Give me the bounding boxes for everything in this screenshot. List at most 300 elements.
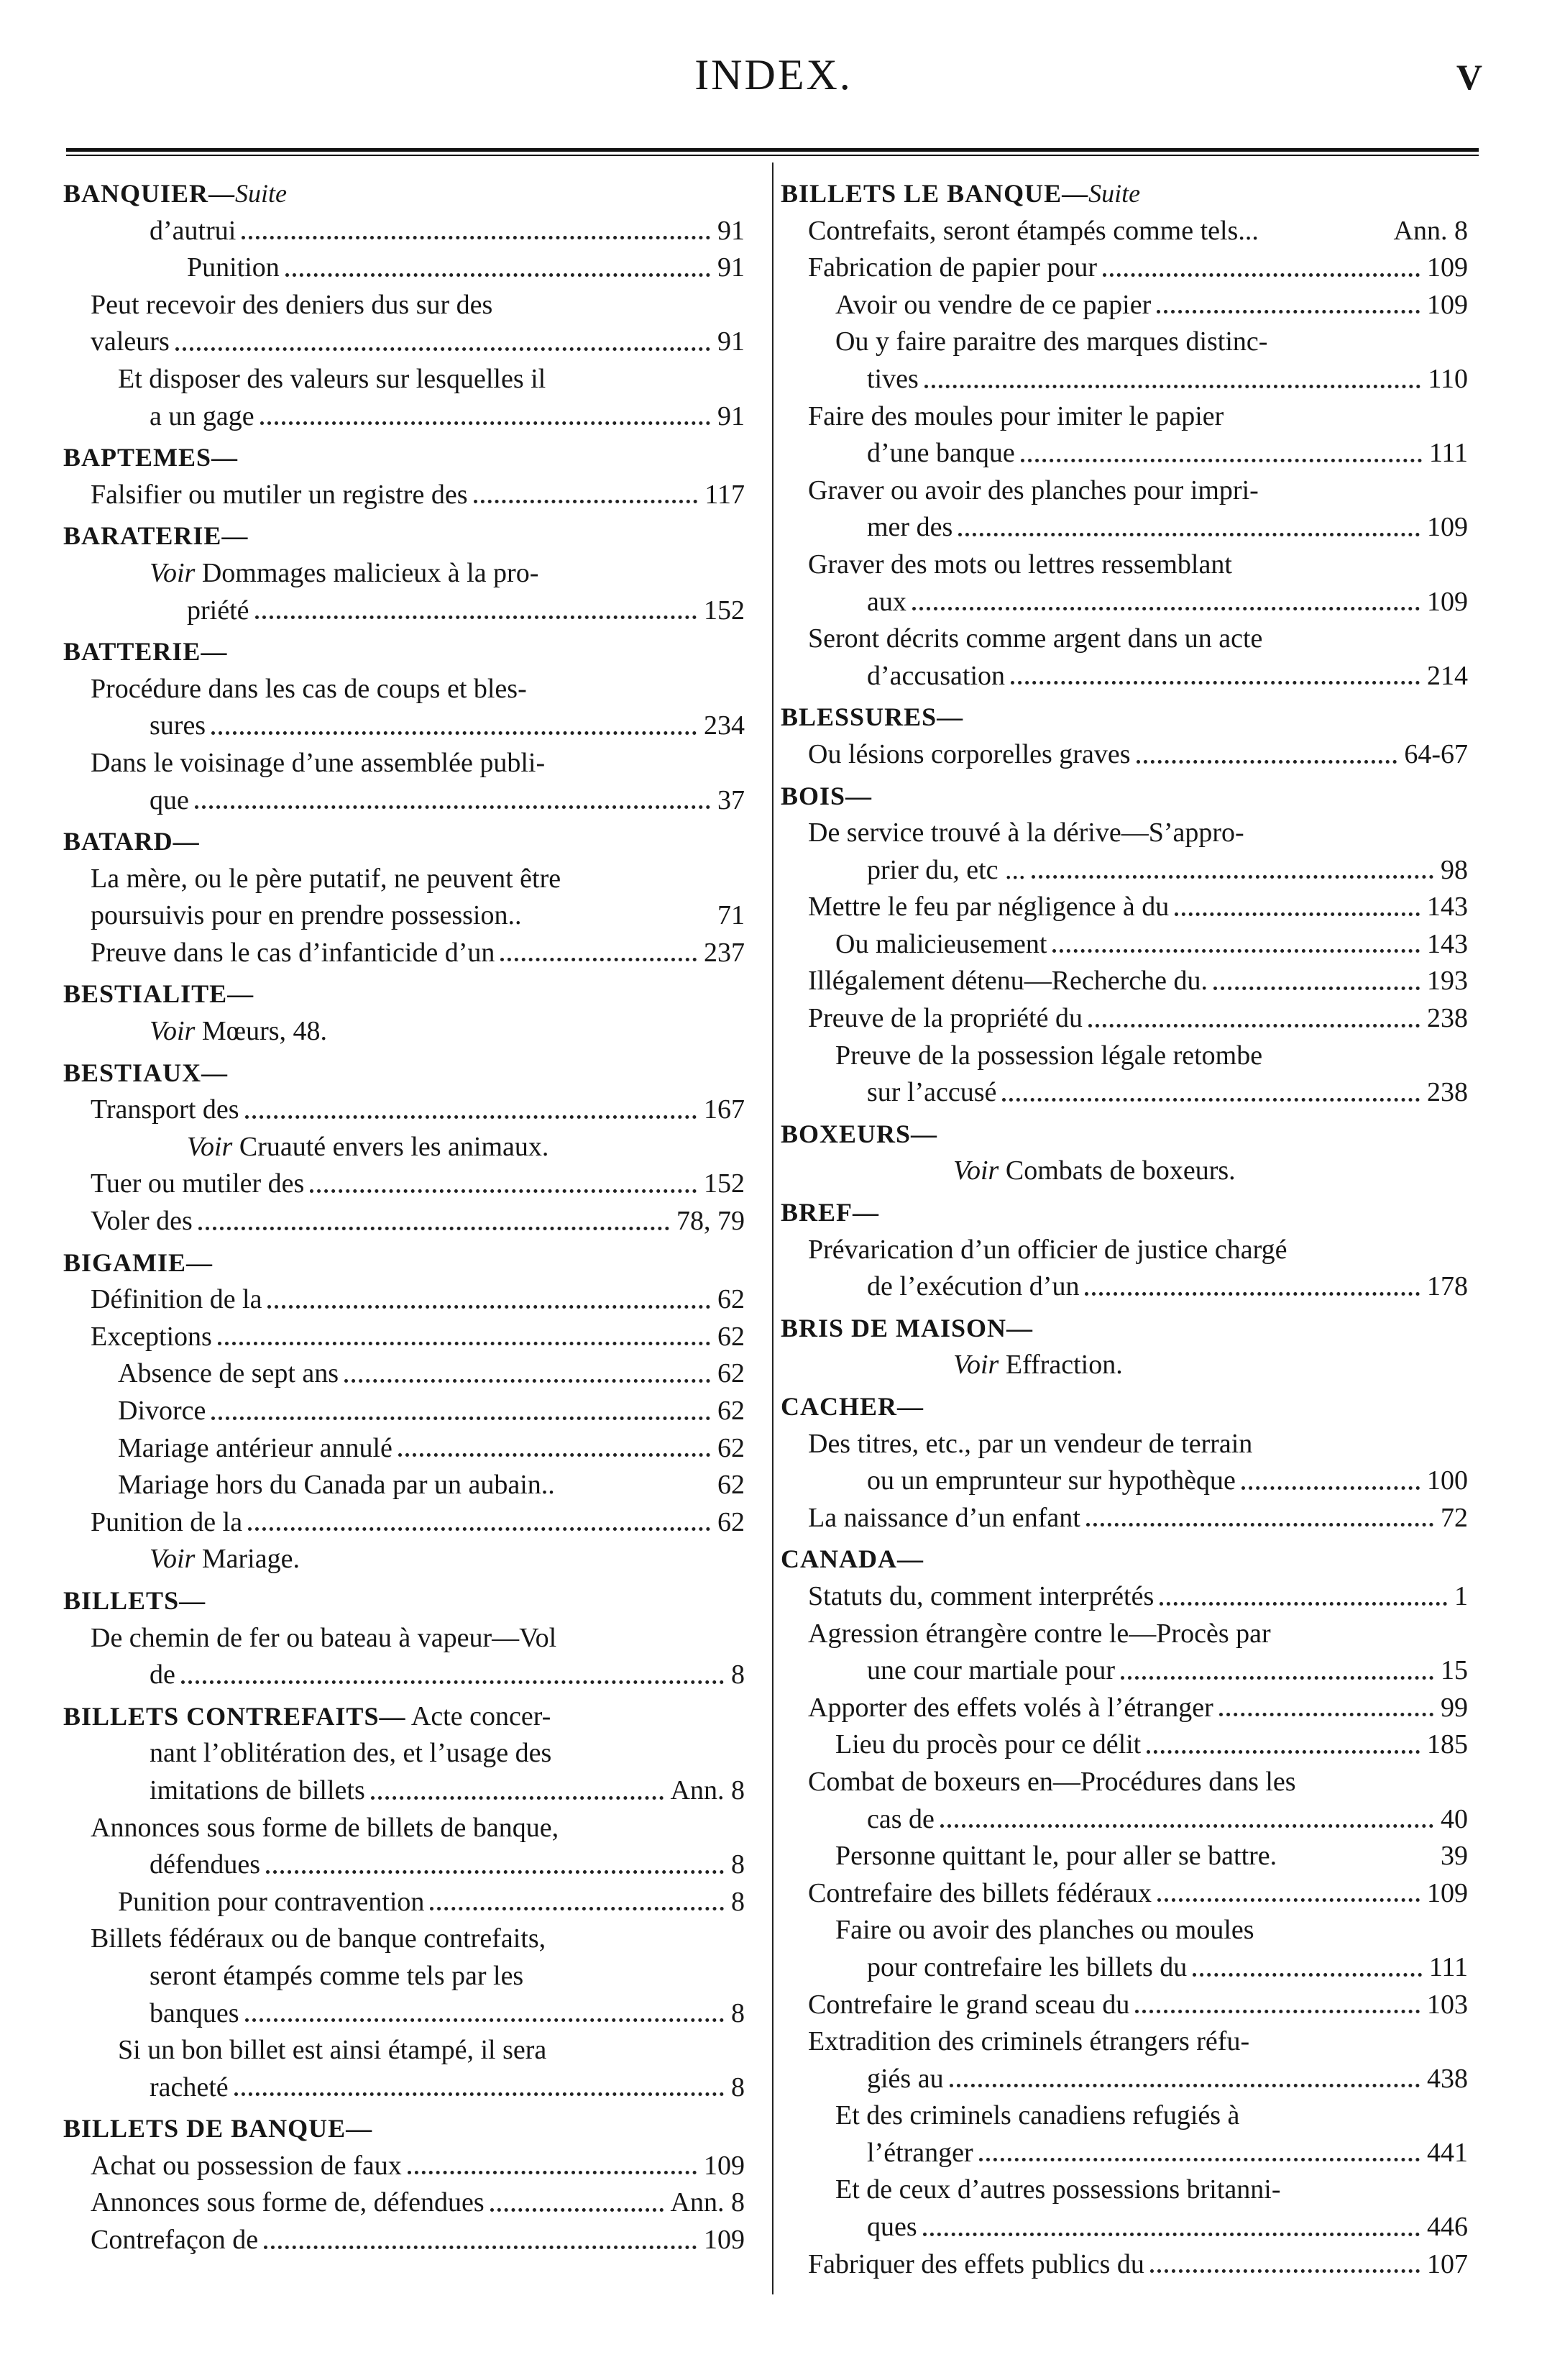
index-entry [778, 1912, 1468, 1949]
entry-label: banques [150, 1997, 239, 2028]
entry-page-ref: 78, 79 [676, 1206, 745, 1237]
entry-page-ref: 72 [1441, 1502, 1468, 1533]
voir-label: Voir [150, 1016, 202, 1047]
dot-leader [1175, 912, 1420, 916]
entry-text [91, 935, 495, 972]
index-entry [778, 1426, 1468, 1463]
entry-label: priété [187, 595, 249, 626]
dot-leader [474, 500, 697, 503]
dot-leader [242, 236, 710, 239]
index-entry [778, 509, 1468, 546]
index-heading [60, 439, 745, 477]
entry-text [781, 175, 1140, 213]
entry-text [808, 1616, 1271, 1653]
dot-leader [1157, 310, 1420, 313]
dot-leader [245, 1115, 697, 1119]
index-heading [60, 2110, 745, 2148]
entry-text [63, 518, 248, 555]
entry-text [808, 1875, 1152, 1913]
entry-text [91, 1810, 559, 1847]
entry-text [808, 1000, 1083, 1038]
entry-text [781, 1541, 924, 1578]
entry-text [867, 1801, 935, 1839]
entry-text [808, 1232, 1287, 1269]
entry-label: Mariage hors du Canada par un aubain.. [118, 1470, 555, 1501]
entry-page-ref: Ann. 8 [1393, 215, 1468, 246]
index-heading [778, 1116, 1468, 1153]
dot-leader [211, 731, 697, 735]
entry-text [808, 1987, 1129, 2024]
index-entry [778, 1616, 1468, 1653]
entry-label: valeurs [91, 326, 170, 357]
entry-label: sures [150, 710, 206, 741]
entry-page-ref: 152 [704, 595, 745, 626]
heading-text: BRIS DE MAISON— [781, 1313, 1034, 1342]
voir-label: Voir [150, 557, 202, 588]
index-entry [60, 1430, 745, 1468]
entry-text [150, 213, 236, 250]
index-entry [778, 2135, 1468, 2172]
entry-text [91, 2184, 485, 2222]
index-entry [60, 671, 745, 708]
entry-label: Si un bon billet est ainsi étampé, il sera [118, 2035, 547, 2066]
index-entry [778, 1578, 1468, 1616]
entry-label: pour contrefaire les billets du [867, 1951, 1188, 1982]
entry-text [150, 1995, 239, 2033]
index-entry [60, 745, 745, 782]
entry-page-ref: 109 [1427, 586, 1468, 617]
entry-label: De service trouvé à la dérive—S’appro- [808, 818, 1244, 848]
entry-page-ref: 62 [717, 1284, 745, 1315]
entry-page-ref: 110 [1428, 363, 1468, 394]
index-entry [778, 546, 1468, 584]
entry-text [150, 708, 206, 745]
entry-label: Mœurs, 48. [201, 1016, 328, 1047]
entry-label: Preuve de la propriété du [808, 1003, 1083, 1034]
entry-label: de [150, 1660, 175, 1690]
entry-label: Cruauté envers les animaux. [239, 1131, 549, 1162]
index-heading [60, 1698, 745, 1736]
entry-text [91, 287, 492, 324]
entry-page-ref: 237 [704, 937, 745, 968]
heading-text: BESTIALITE— [63, 979, 254, 1009]
index-heading [778, 1541, 1468, 1578]
index-entry [778, 324, 1468, 361]
index-entry [60, 1995, 745, 2033]
entry-page-ref: 107 [1427, 2248, 1468, 2279]
entry-text [867, 1074, 996, 1112]
dot-leader [260, 421, 710, 425]
index-entry [778, 889, 1468, 926]
entry-text [808, 1578, 1154, 1616]
entry-page-ref: 438 [1427, 2063, 1468, 2094]
dot-leader [1103, 273, 1420, 277]
entry-label: tives [867, 363, 919, 394]
entry-text [63, 976, 254, 1013]
index-heading [778, 1310, 1468, 1347]
index-entry [778, 852, 1468, 889]
entry-page-ref: 91 [717, 326, 745, 357]
entry-text [91, 1091, 239, 1129]
entry-text [867, 1652, 1115, 1690]
entry-label: sur l’accusé [867, 1077, 997, 1108]
entry-label: Contrefaits, seront étampés comme tels... [808, 215, 1259, 246]
entry-label: Contrefaire des billets fédéraux [808, 1877, 1152, 1908]
entry-page-ref: 167 [704, 1094, 745, 1125]
index-column-right [778, 175, 1468, 2283]
index-entry [778, 1949, 1468, 1987]
index-entry [60, 361, 745, 398]
entry-text [63, 823, 200, 861]
entry-text [91, 861, 561, 898]
entry-label: seront étampés comme tels par les [150, 1960, 524, 1991]
entry-label: giés au [867, 2063, 944, 2094]
dot-leader [181, 1680, 724, 1684]
entry-page-ref: 64-67 [1404, 738, 1468, 769]
header-rule-thick [66, 148, 1479, 152]
entry-text [63, 633, 227, 671]
entry-page-ref: 62 [717, 1396, 745, 1426]
entry-text [118, 2032, 546, 2069]
index-entry [778, 1153, 1468, 1190]
entry-text [867, 435, 1015, 472]
dot-leader [218, 1342, 710, 1345]
heading-text: BOIS— [781, 781, 873, 810]
entry-label: mer des [867, 512, 953, 543]
dot-leader [408, 2171, 697, 2174]
index-entry [60, 1735, 745, 1772]
index-entry [778, 2171, 1468, 2209]
entry-page-ref: 39 [1441, 1841, 1468, 1872]
entry-label: Tuer ou mutiler des [91, 1168, 305, 1199]
entry-label: Exceptions [91, 1321, 212, 1352]
entry-text [808, 546, 1232, 584]
entry-page-ref: 109 [704, 2150, 745, 2181]
index-entry [60, 1541, 745, 1578]
dot-leader [198, 1227, 669, 1230]
dot-leader [344, 1379, 710, 1383]
index-entry [778, 472, 1468, 510]
index-entry [778, 736, 1468, 774]
entry-label: Faire ou avoir des planches ou moules [835, 1915, 1254, 1946]
entry-label: Et de ceux d’autres possessions britanni- [835, 2174, 1281, 2205]
heading-text: BAPTEMES— [63, 443, 239, 472]
entry-page-ref: 214 [1427, 660, 1468, 691]
heading-text: BARATERIE— [63, 521, 249, 551]
entry-page-ref: 143 [1427, 928, 1468, 959]
entry-label: cas de [867, 1803, 935, 1834]
dot-leader [1032, 875, 1433, 879]
entry-text [91, 477, 468, 514]
entry-label: Mariage antérieur annulé [118, 1432, 393, 1463]
entry-text [835, 1038, 1262, 1075]
heading-text: BANQUIER— [63, 179, 236, 208]
entry-label: défendues [150, 1849, 261, 1880]
entry-label: Punition de la [91, 1506, 243, 1537]
index-entry [778, 361, 1468, 398]
index-entry [60, 477, 745, 514]
entry-text [91, 1620, 556, 1657]
entry-label: nant l’oblitération des, et l’usage des [150, 1738, 552, 1769]
dot-leader [979, 2158, 1420, 2161]
index-entry [60, 782, 745, 820]
entry-label: Combats de boxeurs. [1005, 1155, 1236, 1186]
entry-label: Graver des mots ou lettres ressemblant [808, 549, 1232, 580]
entry-label: Et des criminels canadiens refugiés à [835, 2100, 1240, 2131]
index-entry [60, 1772, 745, 1810]
entry-label: Ou y faire paraitre des marques distinc- [835, 326, 1268, 357]
entry-text [867, 1268, 1079, 1306]
entry-text [953, 1347, 1123, 1384]
page-header [0, 0, 1547, 137]
entry-label: Personne quittant le, pour aller se battre. [835, 1841, 1277, 1872]
dot-leader [1135, 2010, 1420, 2013]
entry-label: La mère, ou le père putatif, ne peuvent être [91, 863, 561, 894]
entry-page-ref: 234 [704, 710, 745, 741]
entry-text [91, 1281, 262, 1319]
index-entry [60, 2069, 745, 2107]
entry-page-ref: 91 [717, 252, 745, 283]
entry-label: Ou malicieusement [835, 928, 1047, 959]
entry-text [808, 472, 1259, 510]
entry-text [150, 1013, 327, 1051]
entry-text [835, 2097, 1239, 2135]
entry-label: Et disposer des valeurs sur lesquelles il [118, 363, 546, 394]
entry-label: Mettre le feu par négligence à du [808, 892, 1170, 923]
voir-label: Voir [953, 1350, 1006, 1381]
dot-leader [1052, 949, 1420, 953]
entry-label: aux [867, 586, 906, 617]
index-entry [60, 1846, 745, 1884]
voir-label: Voir [953, 1155, 1006, 1186]
entry-text [91, 1203, 193, 1240]
entry-text [808, 398, 1224, 436]
entry-label: Apporter des effets volés à l’étranger [808, 1692, 1213, 1723]
index-entry [60, 708, 745, 745]
index-entry [60, 1958, 745, 1995]
entry-label: Mariage. [201, 1544, 300, 1575]
dot-leader [266, 1870, 724, 1874]
dot-leader [1086, 1523, 1433, 1527]
index-entry [60, 1355, 745, 1393]
entry-label: Contrefaçon de [91, 2225, 259, 2256]
dot-leader [398, 1453, 710, 1457]
index-entry [778, 1875, 1468, 1913]
index-entry [60, 1013, 745, 1051]
dot-leader [234, 2092, 724, 2096]
entry-label: d’accusation [867, 660, 1006, 691]
index-entry [60, 287, 745, 324]
index-heading [60, 1055, 745, 1092]
index-entry [778, 621, 1468, 658]
dot-leader [371, 1796, 664, 1800]
entry-page-ref: 62 [717, 1358, 745, 1389]
entry-text [781, 1116, 937, 1153]
entry-text [91, 897, 521, 935]
entry-label: Combat de boxeurs en—Procédures dans les [808, 1766, 1296, 1797]
entry-label: Billets fédéraux ou de banque contrefaits, [91, 1923, 546, 1954]
dot-leader [285, 273, 710, 277]
index-entry [60, 592, 745, 630]
entry-text [867, 1949, 1187, 1987]
index-entry [778, 250, 1468, 287]
entry-text [808, 1500, 1080, 1537]
entry-page-ref: 238 [1427, 1003, 1468, 1034]
page-title: INDEX. [694, 51, 853, 99]
dot-leader [430, 1907, 724, 1910]
dot-leader [1241, 1486, 1420, 1490]
entry-label: Statuts du, comment interprétés [808, 1580, 1154, 1611]
entry-text [150, 1657, 175, 1694]
dot-leader [1160, 1602, 1447, 1606]
voir-label: Voir [187, 1131, 239, 1162]
dot-leader [958, 533, 1420, 536]
heading-continuation: Acte concer- [405, 1701, 551, 1731]
index-heading [60, 518, 745, 555]
entry-text [867, 2135, 973, 2172]
index-entry [778, 1074, 1468, 1112]
entry-text [808, 1690, 1213, 1727]
index-heading [778, 175, 1468, 213]
entry-text [150, 1735, 551, 1772]
entry-label: Des titres, etc., par un vendeur de terrain [808, 1428, 1253, 1459]
entry-text [781, 699, 963, 736]
index-heading [778, 1194, 1468, 1232]
entry-page-ref: 100 [1427, 1465, 1468, 1496]
entry-page-ref: 111 [1428, 438, 1468, 469]
entry-text [118, 1467, 555, 1504]
entry-text [91, 1921, 546, 1958]
voir-label: Voir [150, 1544, 202, 1575]
dot-leader [248, 1527, 710, 1531]
entry-text [835, 926, 1047, 964]
entry-page-ref: 8 [731, 2072, 745, 2102]
heading-suffix: Suite [235, 179, 288, 208]
index-entry [778, 2061, 1468, 2098]
index-entry [60, 1620, 745, 1657]
heading-text: BILLETS— [63, 1585, 206, 1615]
entry-page-ref: 143 [1427, 892, 1468, 923]
index-entry [60, 1467, 745, 1504]
dot-leader [1147, 1750, 1420, 1754]
entry-label: Fabriquer des effets publics du [808, 2248, 1144, 2279]
entry-label: ques [867, 2212, 917, 2243]
dot-leader [1002, 1098, 1420, 1102]
entry-text [781, 1310, 1033, 1347]
entry-page-ref: Ann. 8 [670, 2187, 745, 2218]
entry-page-ref: 62 [717, 1321, 745, 1352]
entry-text [187, 1129, 548, 1166]
entry-page-ref: 103 [1427, 1989, 1468, 2020]
entry-text [808, 2023, 1249, 2061]
index-entry [60, 1203, 745, 1240]
entry-text [118, 1884, 424, 1921]
index-entry [778, 815, 1468, 852]
entry-page-ref: 62 [717, 1506, 745, 1537]
heading-text: BREF— [781, 1198, 880, 1227]
entry-page-ref: 8 [731, 1997, 745, 2028]
index-column-left [60, 175, 745, 2259]
entry-text [867, 658, 1005, 695]
entry-page-ref: 152 [704, 1168, 745, 1199]
heading-text: BATARD— [63, 827, 200, 856]
entry-text [118, 361, 546, 398]
entry-label: De chemin de fer ou bateau à vapeur—Vol [91, 1622, 557, 1653]
entry-page-ref: 98 [1441, 854, 1468, 885]
entry-text [808, 1764, 1296, 1801]
entry-page-ref: 71 [717, 900, 745, 931]
index-heading [60, 1583, 745, 1620]
entry-label: a un gage [150, 401, 254, 431]
entry-label: Faire des moules pour imiter le papier [808, 401, 1224, 431]
entry-label: l’étranger [867, 2137, 973, 2168]
dot-leader [1121, 1676, 1433, 1680]
dot-leader [1021, 459, 1422, 462]
index-entry [60, 2222, 745, 2259]
dot-leader [264, 2246, 697, 2249]
index-entry [778, 658, 1468, 695]
entry-text [867, 509, 952, 546]
entry-text [150, 1541, 300, 1578]
index-entry [60, 1129, 745, 1166]
index-entry [60, 250, 745, 287]
entry-page-ref: 109 [1427, 252, 1468, 283]
entry-text [835, 1838, 1277, 1875]
index-entry [778, 287, 1468, 324]
entry-label: Annonces sous forme de, défendues [91, 2187, 485, 2218]
index-entry [778, 1726, 1468, 1764]
dot-leader [211, 1416, 710, 1420]
entry-text [835, 1726, 1141, 1764]
dot-leader [940, 1824, 1433, 1828]
entry-text [63, 175, 287, 213]
dot-leader [1088, 1024, 1420, 1027]
index-entry [778, 1838, 1468, 1875]
dot-leader [310, 1189, 697, 1193]
entry-text [91, 2222, 258, 2259]
entry-text [91, 1166, 304, 1203]
index-entry [778, 963, 1468, 1000]
index-entry [778, 2209, 1468, 2246]
heading-text: BATTERIE— [63, 637, 228, 667]
dot-leader [490, 2208, 664, 2212]
entry-text [808, 2246, 1144, 2284]
index-heading [60, 823, 745, 861]
entry-label: Punition [187, 252, 280, 283]
entry-label: une cour martiale pour [867, 1655, 1116, 1686]
entry-text [91, 324, 170, 361]
dot-leader [1157, 1898, 1420, 1902]
entry-text [150, 1772, 365, 1810]
entry-text [150, 398, 254, 436]
entry-label: Punition pour contravention [118, 1886, 425, 1917]
index-entry [60, 1921, 745, 1958]
entry-label: Falsifier ou mutiler un registre des [91, 479, 468, 510]
entry-text [150, 1846, 260, 1884]
index-entry [60, 555, 745, 592]
dot-leader [1219, 1713, 1433, 1716]
entry-text [835, 324, 1267, 361]
index-entry [60, 398, 745, 436]
entry-page-ref: 99 [1441, 1692, 1468, 1723]
entry-text [91, 1504, 242, 1542]
entry-label: Graver ou avoir des planches pour impri- [808, 475, 1259, 505]
entry-page-ref: 15 [1441, 1655, 1468, 1686]
index-entry [778, 584, 1468, 621]
entry-text [808, 889, 1169, 926]
entry-text [867, 1463, 1236, 1500]
entry-text [781, 778, 872, 815]
